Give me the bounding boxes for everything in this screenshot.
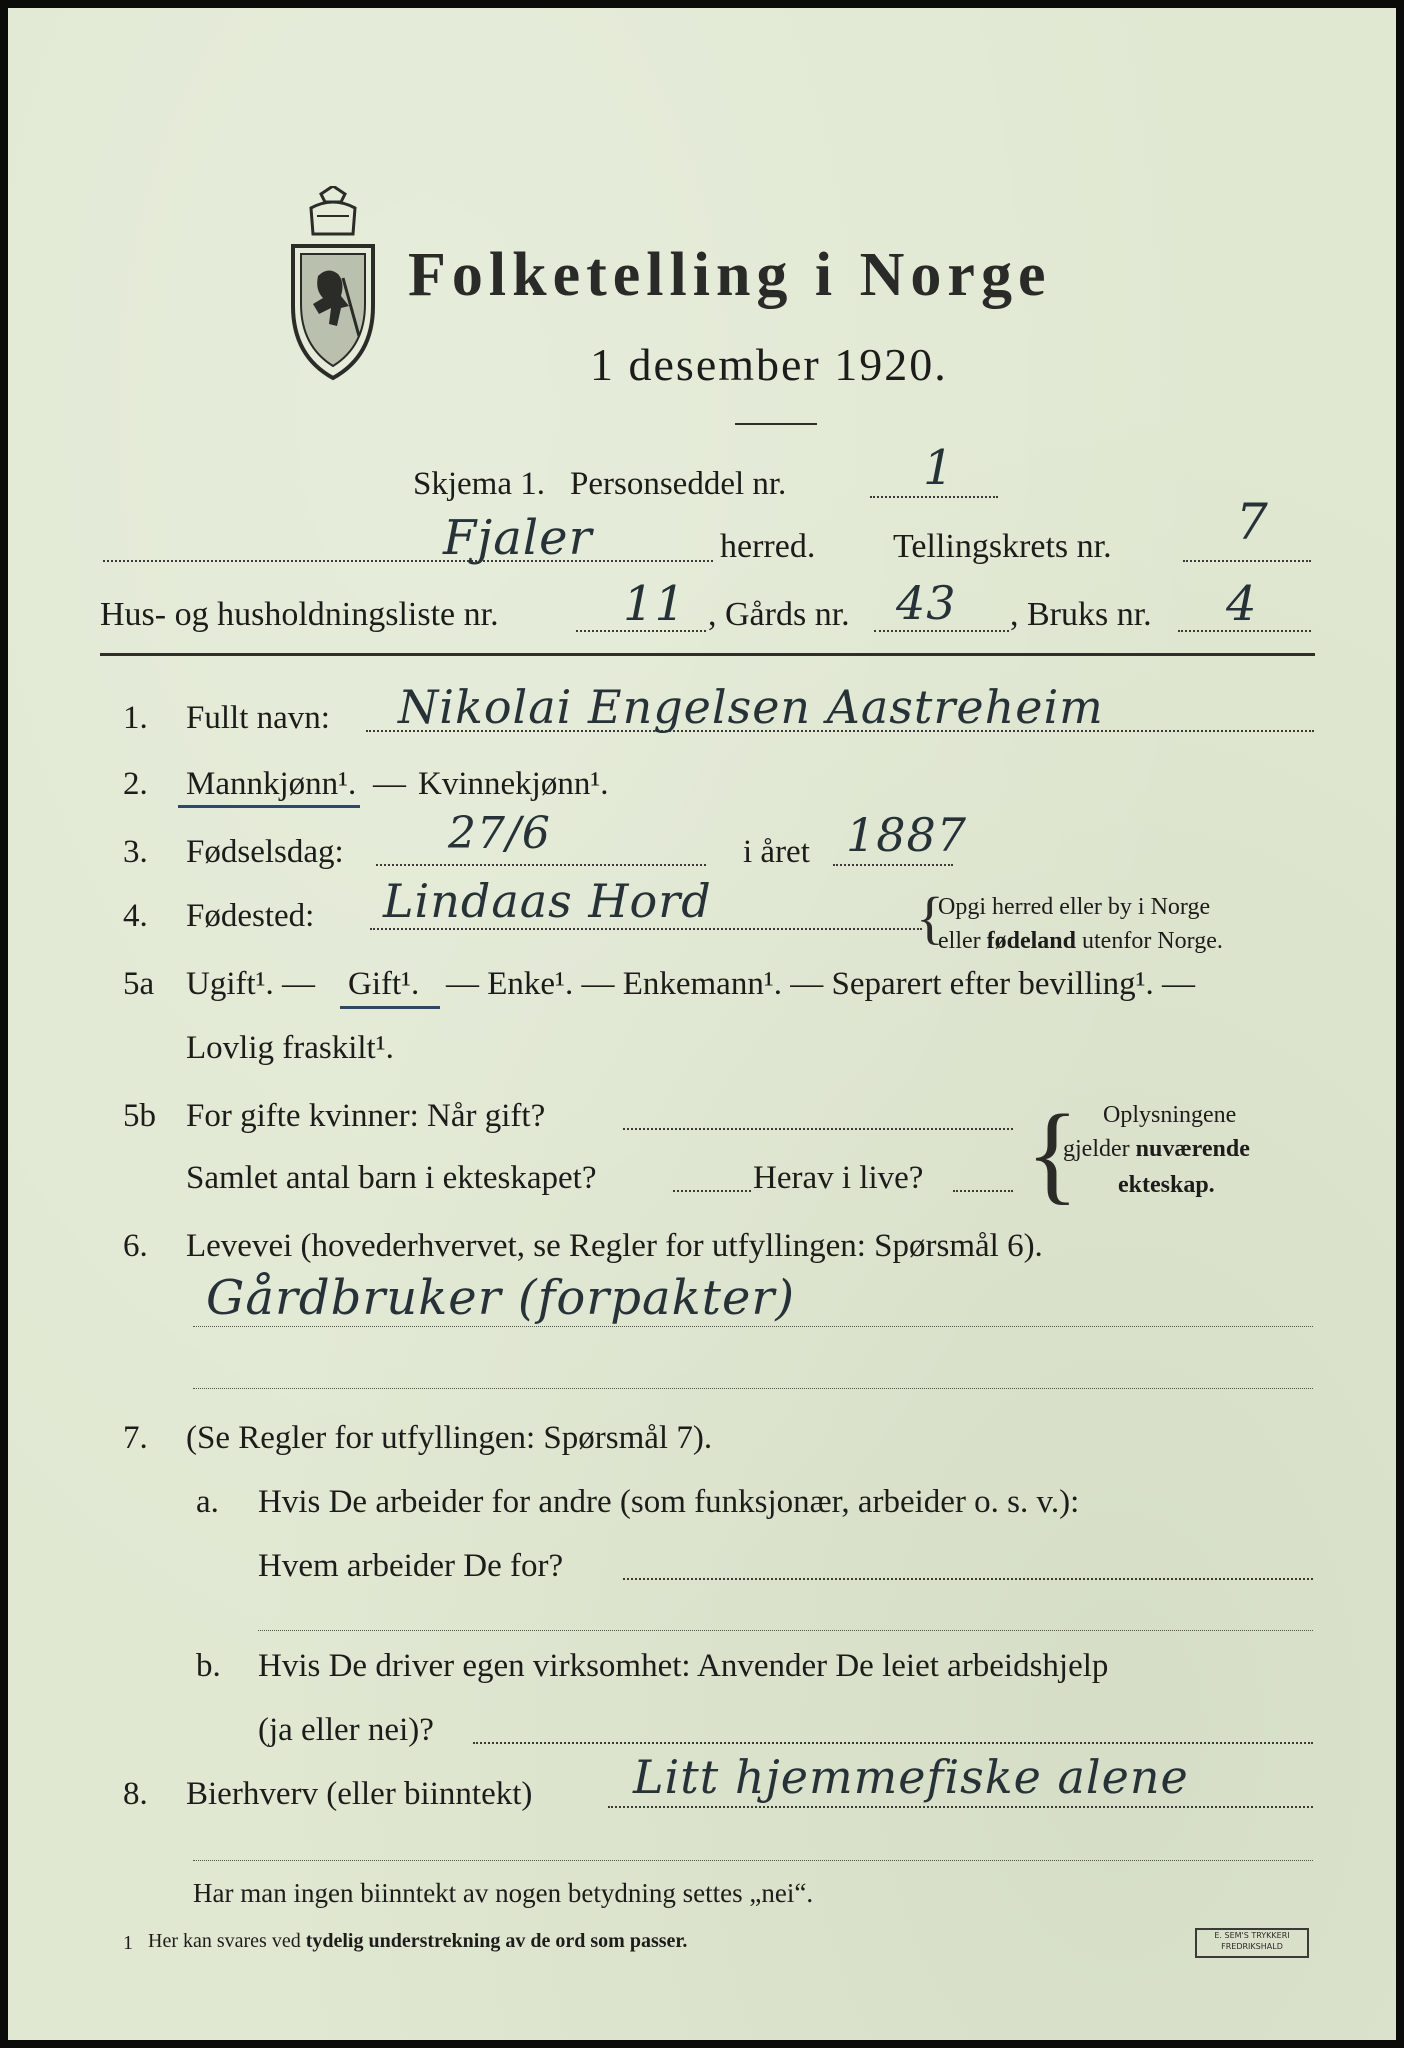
q5b-alive-label: Herav i live? (753, 1160, 924, 1196)
q6-answer-line-2 (193, 1388, 1313, 1389)
female-option: Kvinnekjønn¹. (418, 766, 609, 802)
herred-dotted-line (103, 560, 713, 562)
year-label: i året (743, 834, 810, 870)
q7-number: 7. (123, 1420, 148, 1456)
q5b-note-line-2: gjelder nuværende (1063, 1136, 1250, 1162)
q5b-alive-dotted-line (953, 1190, 1013, 1192)
q4-brace: { (916, 885, 944, 950)
birthday-value: 27/6 (448, 808, 551, 859)
q5b-note-line-1: Oplysningene (1103, 1102, 1237, 1128)
birthplace-value: Lindaas Hord (383, 874, 712, 928)
q3-year-dotted-line (833, 864, 953, 866)
header-rule (100, 653, 1315, 656)
q4-note-line-2: eller fødeland utenfor Norge. (938, 928, 1223, 954)
birth-year-value: 1887 (846, 808, 968, 862)
q8-number: 8. (123, 1776, 148, 1812)
herred-label: herred. (720, 528, 816, 565)
q4-dotted-line (370, 928, 922, 930)
q5b-brace: { (1026, 1092, 1079, 1214)
census-form-sheet (8, 8, 1396, 2040)
personseddel-dotted-line (870, 496, 998, 498)
q8-answer-line (193, 1860, 1313, 1861)
q6-label: Levevei (hovederhvervet, se Regler for utfyllingen: Spørsmål 6). (186, 1228, 1043, 1264)
q7a-line-2: Hvem arbeider De for? (258, 1548, 564, 1584)
bruks-label: , Bruks nr. (1010, 596, 1152, 633)
q5b-children-label: Samlet antal barn i ekteskapet? (186, 1160, 597, 1196)
married-option: Gift¹. (348, 966, 420, 1002)
q8-label: Bierhverv (eller biinntekt) (186, 1776, 533, 1812)
skjema-label: Skjema 1. (413, 466, 545, 502)
q5b-number: 5b (123, 1098, 156, 1134)
q1-number: 1. (123, 700, 148, 736)
q3-day-dotted-line (376, 864, 706, 866)
q6-number: 6. (123, 1228, 148, 1264)
form-title: Folketelling i Norge (408, 241, 1052, 309)
q7b-letter: b. (196, 1648, 221, 1684)
q1-label: Fullt navn: (186, 700, 330, 736)
q4-label: Fødested: (186, 898, 315, 934)
footnote-text: Her kan svares ved tydelig understrekning av de ord som passer. (148, 1930, 688, 1952)
q7b-line-2: (ja eller nei)? (258, 1712, 434, 1748)
q7b-line-1: Hvis De driver egen virksomhet: Anvender De leiet arbeidshjelp (258, 1648, 1109, 1684)
personseddel-label: Personseddel nr. (570, 466, 787, 502)
herred-value: Fjaler (443, 510, 593, 566)
unmarried-option: Ugift¹. — (186, 966, 316, 1002)
q8-note: Har man ingen biinntekt av nogen betydning settes „nei“. (193, 1878, 814, 1908)
title-divider (735, 423, 817, 425)
male-underline (178, 805, 360, 808)
hus-value: 11 (623, 576, 687, 632)
q7-label: (Se Regler for utfyllingen: Spørsmål 7). (186, 1420, 713, 1456)
q2-separator: — (373, 766, 406, 802)
q6-answer-line-1 (193, 1326, 1313, 1327)
footnote-mark: 1 (123, 1932, 133, 1954)
divorced-option: Lovlig fraskilt¹. (186, 1030, 394, 1066)
tellingskrets-label: Tellingskrets nr. (893, 528, 1112, 565)
q5b-children-dotted-line (673, 1190, 751, 1192)
q2-number: 2. (123, 766, 148, 802)
q5b-married-dotted-line (623, 1128, 1013, 1130)
q5b-note-line-3: ekteskap. (1118, 1172, 1215, 1198)
q7a-dotted-line (623, 1578, 1313, 1580)
married-underline (340, 1006, 440, 1009)
q5a-other-options: — Enke¹. — Enkemann¹. — Separert efter bevilling¹. — (446, 966, 1196, 1002)
hus-label: Hus- og husholdningsliste nr. (100, 596, 499, 633)
personseddel-value: 1 (923, 440, 955, 496)
q4-note-line-1: Opgi herred eller by i Norge (938, 894, 1211, 920)
printer-stamp: E. SEM'S TRYKKERI FREDRIKSHALD (1195, 1928, 1309, 1958)
male-option: Mannkjønn¹. (186, 766, 357, 802)
gards-label: , Gårds nr. (708, 596, 850, 633)
tellingskrets-value: 7 (1236, 493, 1269, 551)
q5a-number: 5a (123, 966, 155, 1002)
tellingskrets-dotted-line (1183, 560, 1311, 562)
bruks-value: 4 (1226, 576, 1258, 632)
full-name-value: Nikolai Engelsen Aastreheim (398, 680, 1104, 734)
q5b-line-1: For gifte kvinner: Når gift? (186, 1098, 546, 1134)
norwegian-coat-of-arms-icon (283, 186, 383, 381)
q3-label: Fødselsdag: (186, 834, 344, 870)
q7a-letter: a. (196, 1484, 219, 1520)
q4-number: 4. (123, 898, 148, 934)
q7b-dotted-line (473, 1742, 1313, 1744)
q3-number: 3. (123, 834, 148, 870)
census-date: 1 desember 1920. (590, 339, 948, 390)
q7a-line-1: Hvis De arbeider for andre (som funksjonær, arbeider o. s. v.): (258, 1484, 1080, 1520)
gards-dotted-line (874, 630, 1009, 632)
q7a-answer-line (258, 1630, 1313, 1631)
secondary-income-value: Litt hjemmefiske alene (633, 1750, 1189, 1804)
gards-value: 43 (896, 576, 957, 630)
occupation-value: Gårdbruker (forpakter) (206, 1270, 796, 1326)
q8-dotted-line (608, 1806, 1313, 1808)
